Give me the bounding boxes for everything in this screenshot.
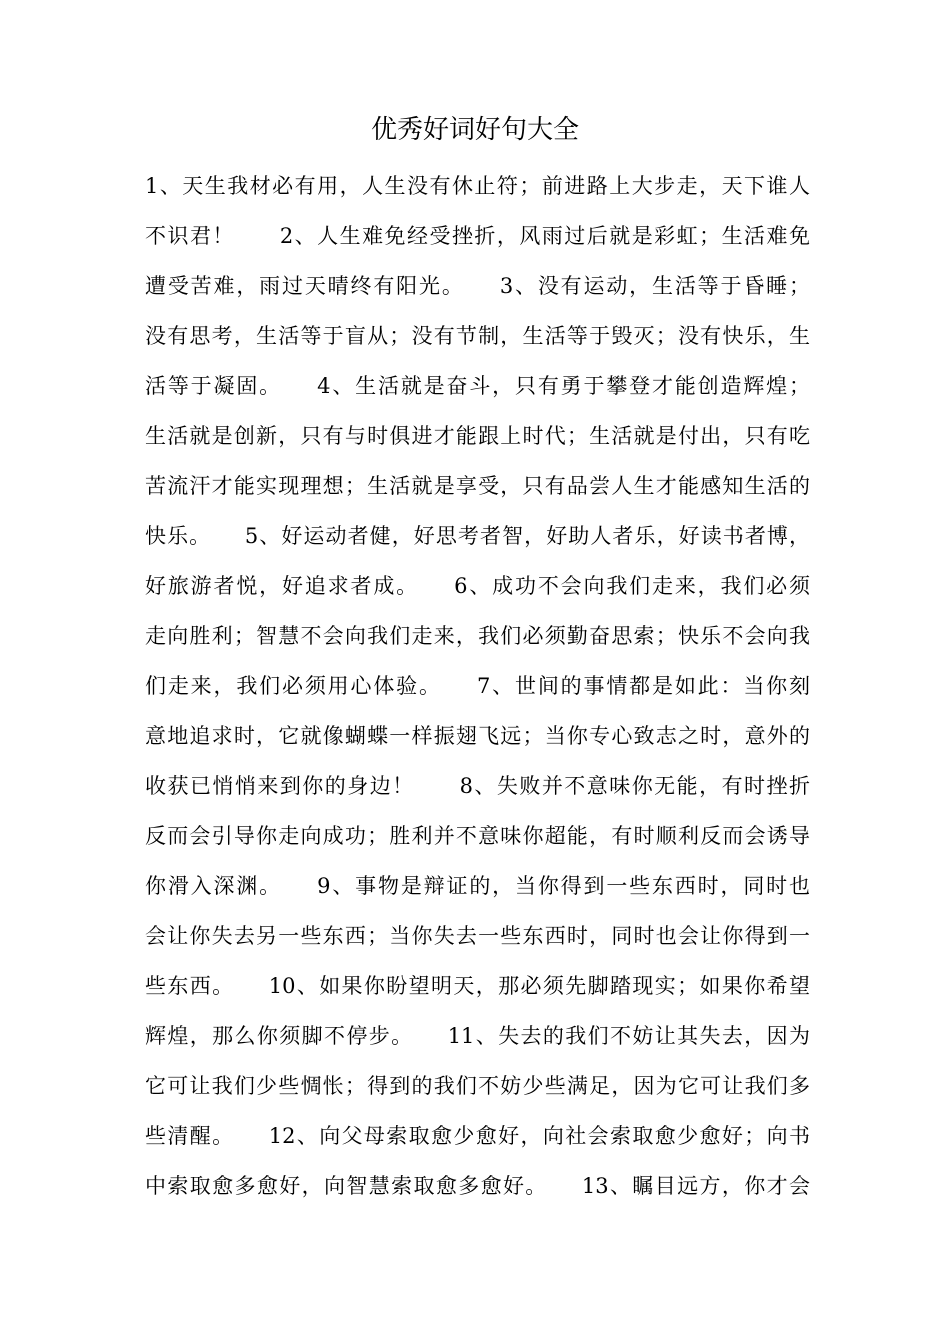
text-line-4: 没有思考，生活等于盲从；没有节制，生活等于毁灭；没有快乐，生 — [145, 324, 810, 348]
text-line-21: 中索取愈多愈好，向智慧索取愈多愈好。 13、瞩目远方，你才会 — [145, 1174, 810, 1198]
text-line-14: 反而会引导你走向成功；胜利并不意味你超能，有时顺利反而会诱导 — [145, 824, 810, 848]
text-line-15: 你滑入深渊。 9、事物是辩证的，当你得到一些东西时，同时也 — [145, 874, 810, 898]
text-line-7: 苦流汗才能实现理想；生活就是享受，只有品尝人生才能感知生活的 — [145, 474, 810, 498]
text-line-17: 些东西。 10、如果你盼望明天，那必须先脚踏现实；如果你希望 — [145, 974, 810, 998]
text-line-18: 辉煌，那么你须脚不停步。 11、失去的我们不妨让其失去，因为 — [145, 1024, 810, 1048]
text-line-2: 不识君！ 2、人生难免经受挫折，风雨过后就是彩虹；生活难免 — [145, 224, 810, 248]
text-line-3: 遭受苦难，雨过天晴终有阳光。 3、没有运动，生活等于昏睡； — [145, 274, 810, 298]
text-line-11: 们走来，我们必须用心体验。 7、世间的事情都是如此：当你刻 — [145, 674, 810, 698]
text-line-12: 意地追求时，它就像蝴蝶一样振翅飞远；当你专心致志之时，意外的 — [145, 724, 810, 748]
text-line-20: 些清醒。 12、向父母索取愈少愈好，向社会索取愈少愈好；向书 — [145, 1124, 810, 1148]
text-line-13: 收获已悄悄来到你的身边！ 8、失败并不意味你无能，有时挫折 — [145, 774, 810, 798]
text-line-1: 1、天生我材必有用，人生没有休止符；前进路上大步走，天下谁人 — [145, 174, 810, 198]
text-line-19: 它可让我们少些惆怅；得到的我们不妨少些满足，因为它可让我们多 — [145, 1074, 810, 1098]
text-line-16: 会让你失去另一些东西；当你失去一些东西时，同时也会让你得到一 — [145, 924, 810, 948]
text-line-6: 生活就是创新，只有与时俱进才能跟上时代；生活就是付出，只有吃 — [145, 424, 810, 448]
text-line-5: 活等于凝固。 4、生活就是奋斗，只有勇于攀登才能创造辉煌； — [145, 374, 810, 398]
text-line-10: 走向胜利；智慧不会向我们走来，我们必须勤奋思索；快乐不会向我 — [145, 624, 810, 648]
text-line-8: 快乐。 5、好运动者健，好思考者智，好助人者乐，好读书者博， — [145, 524, 810, 548]
document-title: 优秀好词好句大全 — [370, 115, 579, 145]
text-line-9: 好旅游者悦，好追求者成。 6、成功不会向我们走来，我们必须 — [145, 574, 810, 598]
